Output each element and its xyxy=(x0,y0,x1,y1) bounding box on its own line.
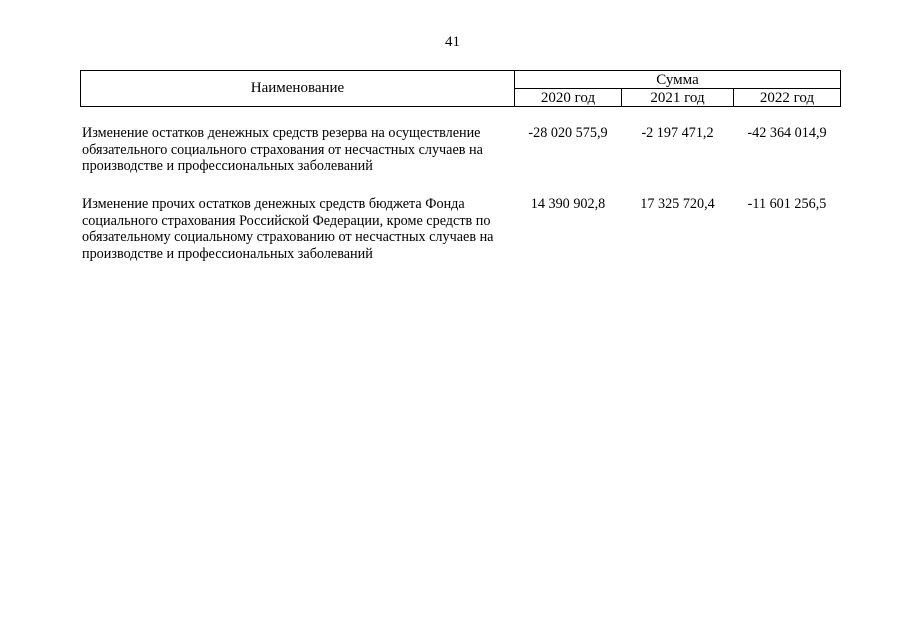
row-2-value-2022: -11 601 256,5 xyxy=(747,196,827,212)
header-name: Наименование xyxy=(250,80,345,96)
sum-divider xyxy=(514,88,841,89)
header-bottom-border xyxy=(80,106,841,107)
row-2-value-2020: 14 390 902,8 xyxy=(530,196,606,212)
header-right-border xyxy=(840,70,841,107)
row-1-value-2021: -2 197 471,2 xyxy=(641,125,714,141)
header-year-2022: 2022 год xyxy=(759,90,815,106)
row-2-name: Изменение прочих остатков денежных средств бюджета Фонда социального страхования Российской Федерации, кроме средств по обязательному социальному страхованию от несчастных случаев на производстве и профессиональных заболеваний xyxy=(82,196,494,262)
page-number: 41 xyxy=(445,34,460,50)
row-2-value-2021: 17 325 720,4 xyxy=(640,196,715,212)
header-year-2020: 2020 год xyxy=(540,90,596,106)
row-1-name: Изменение остатков денежных средств резерва на осуществление обязательного социального страхования от несчастных случаев на производстве и профессиональных заболеваний xyxy=(82,125,483,174)
header-sum: Сумма xyxy=(656,72,699,88)
row-1-value-2020: -28 020 575,9 xyxy=(528,125,608,141)
row-1-value-2022: -42 364 014,9 xyxy=(747,125,827,141)
header-year-2021: 2021 год xyxy=(650,90,705,106)
header-top-border xyxy=(80,70,841,71)
